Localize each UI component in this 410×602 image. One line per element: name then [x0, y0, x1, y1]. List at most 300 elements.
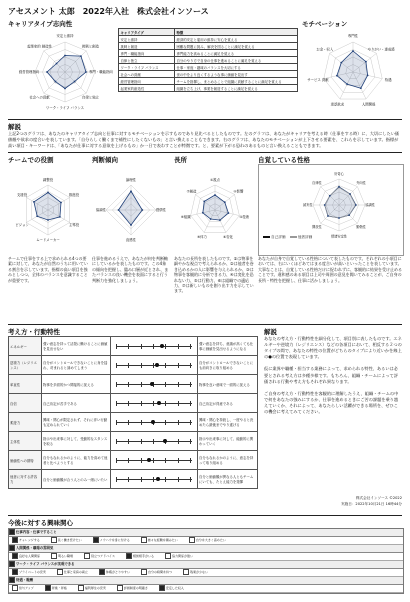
scale-tick: [153, 458, 154, 463]
radar-label: 協調性: [95, 208, 107, 213]
radar-label: 挑戦と創造: [81, 44, 99, 49]
scale-tick: [190, 458, 191, 463]
future-interest-label: 休暇がとりやすい: [105, 570, 130, 574]
radar-label: ムードメーカー: [36, 238, 60, 243]
thinking-scale: [111, 375, 198, 394]
scale-tick: [141, 382, 142, 387]
judgment-radar: [92, 164, 170, 254]
scale-tick: [128, 344, 129, 349]
radar-point: [336, 75, 338, 77]
thinking-left-desc: 興味・関心が限定されず、それに伴い行動も定められていく: [42, 413, 111, 432]
radar-label: 情緒安定性: [331, 234, 347, 239]
thinking-factor-name: エネルギー: [9, 337, 42, 356]
scale-tick: [165, 382, 166, 387]
interest-checkbox[interactable]: [12, 553, 18, 559]
future-interest-label: 役立つアドバイス: [91, 554, 115, 558]
radar-point: [346, 83, 348, 85]
radar-value-polygon: [337, 51, 368, 88]
career-type-table: [118, 28, 298, 92]
self-personality-radar: [259, 165, 403, 255]
future-interest-label: 自分を大きく高めたい: [195, 538, 226, 542]
radar-point: [329, 195, 331, 197]
interest-checkbox[interactable]: [159, 585, 165, 591]
future-interest-label: プライベートの充実: [19, 570, 46, 574]
scale-tick: [190, 382, 191, 387]
self-personality-panel: [258, 164, 404, 256]
scale-tick: [153, 477, 154, 482]
scale-tick: [153, 439, 154, 444]
career-table-row: [119, 85, 298, 92]
radar-point: [338, 186, 340, 188]
thinking-table: [8, 336, 258, 489]
radar-point: [59, 216, 61, 218]
future-interest-label: ノウハウを身に付ける: [99, 538, 130, 542]
future-interest-item[interactable]: [57, 570, 88, 574]
self-legend: [263, 235, 312, 240]
future-interest-item[interactable]: [12, 570, 46, 574]
future-interest-item[interactable]: [45, 586, 67, 590]
career-table-feature: 経済的安定と雇用の維持に安心を覚える: [175, 36, 298, 43]
radar-label: ④変化: [223, 235, 233, 240]
career-table-row: [119, 57, 298, 64]
future-group-header: [9, 561, 403, 569]
career-table-feature: 組織を立ち上げ、事業を創造することに満足を覚える: [175, 85, 298, 92]
radar-point: [338, 217, 340, 219]
radar-label: ⑦創造: [186, 189, 197, 194]
future-interest-label: 相談相手がいる: [132, 554, 154, 558]
radar-point: [85, 71, 87, 73]
strength-caption: あなたの長所を表したものです。①は物事を細やかな視点で考えられるか、②は他者を巻き込めるかの人に影響を与えられるか、③は物事を客観的に分析できる力、④は変化を恐れない力、⑤は行動力、⑥は組織での適応力、⑦は新しいものを創り出す力を示しています。: [174, 256, 254, 294]
scale-tick: [165, 420, 166, 425]
career-table-row: [119, 78, 298, 85]
scale-tick: [190, 477, 191, 482]
radar-point: [47, 192, 49, 194]
thinking-factor-name: 率直性: [9, 375, 42, 394]
radar-point: [219, 219, 221, 221]
scale-tick: [165, 401, 166, 406]
scale-tick: [165, 363, 166, 368]
future-interest-label: 給与アップ: [19, 586, 34, 590]
commentary2-text: あなたの考え方・行動特性を細分化して、項目別に表したものです。エネルギーや逆境力（レジリエンス）などの各項目において、相反する２つのタイプの間で、あなたの特性の位置がどちらのタイプにより近いかを線上の●の位置で表現しています。 仮に業界や職種・担当する業務によって、求められる特性、あるいは必要とされる考え方は多種多様です。もちろん、組織・チームによって評価される行動や考え方もそれぞれ異なります。 ご自身の考え方・行動特性を客観的に理解したうえ、組織・チームの中で何をあなたの強みにするか、仕事を進めるときにご苦の課題を乗り越えていくか、それによって、あなたらしい活躍ができる場所を、ぜひこの機会に考えてみてください。: [264, 336, 402, 415]
interest-checkbox[interactable]: [45, 585, 51, 591]
radar-point: [64, 55, 66, 57]
thinking-position-dot: [155, 363, 159, 367]
group-checkbox[interactable]: [9, 561, 15, 567]
group-checkbox[interactable]: [9, 529, 15, 535]
future-interest-item[interactable]: [159, 586, 184, 590]
scale-tick: [116, 458, 117, 463]
radar-point: [33, 201, 35, 203]
scale-tick: [178, 420, 179, 425]
future-interest-label: 協力関係が強い: [171, 554, 193, 558]
radar-label: 待遇: [384, 78, 392, 83]
radar-point: [367, 74, 369, 76]
radar-point: [340, 62, 342, 64]
radar-label: 論理性: [125, 178, 137, 183]
scale-tick: [128, 420, 129, 425]
thinking-scale: [111, 470, 198, 489]
radar-point: [80, 55, 82, 57]
career-table-type: 専門・職能指向: [119, 50, 175, 57]
interest-checkbox[interactable]: [12, 569, 18, 575]
thinking-row: [9, 432, 258, 451]
thinking-position-dot: [147, 458, 151, 462]
radar-point: [355, 204, 357, 206]
scale-tick: [165, 458, 166, 463]
commentary2-heading: 解説: [264, 328, 277, 336]
interest-checkbox[interactable]: [12, 585, 18, 591]
thinking-left-desc: 自分と価値観が合う人とのみ一緒にいたい: [42, 470, 111, 489]
self-legend-other: 他者評価: [297, 235, 313, 239]
thinking-left-desc: 自分がコントロールできないことに身を揺れ、苛まれると諦めてしまう: [42, 356, 111, 375]
thinking-left-desc: 強い意志を持って活発に働けることに価値を見出せない: [42, 337, 111, 356]
future-interest-item[interactable]: [84, 554, 115, 558]
future-interest-item[interactable]: [12, 586, 34, 590]
judgment-caption: 仕事を進めるうえで、あなたが何を判断軸にしているかを表したものです。この4象の傾向を把握し、臨み口層が近とされ、またバランスの良い機会を表面にすると行う判断力を強化しましょう。: [92, 256, 169, 283]
scale-tick: [116, 477, 117, 482]
radar-point: [348, 214, 350, 216]
radar-label: 推進役: [68, 193, 80, 198]
radar-label: 起業家的 創造性: [27, 44, 52, 49]
self-legend-self: 自己評価: [271, 235, 286, 239]
thinking-scale: [111, 337, 198, 356]
thinking-left-desc: 自分もなれるかのように、能力を高めて他者と比べようとする: [42, 451, 111, 470]
team-role-radar: [8, 164, 88, 254]
team-role-heading: チームでの役割: [8, 156, 54, 164]
judgment-heading: 判断傾向: [92, 156, 118, 164]
radar-point: [327, 215, 329, 217]
future-interest-item[interactable]: [12, 554, 40, 558]
career-table-row: [119, 71, 298, 78]
future-interest-list: [8, 528, 404, 594]
radar-label: ②影響: [233, 189, 244, 194]
radar-label: 専門・職能指向: [89, 70, 113, 75]
thinking-factor-name: 主体性: [9, 432, 42, 451]
radar-point: [118, 209, 120, 211]
future-group-title: ワーク・ライフ バランスが実現できる: [16, 562, 75, 566]
scale-tick: [128, 401, 129, 406]
scale-tick: [128, 439, 129, 444]
future-item-row: [9, 569, 403, 577]
scale-tick: [178, 363, 179, 368]
radar-label: 経営管理指向: [18, 70, 40, 75]
future-interest-label: 自分の時間を持つ: [147, 570, 172, 574]
radar-label: 安定と維持: [56, 34, 74, 39]
radar-label: 調整役: [42, 178, 54, 183]
motivation-heading: モチベーション: [302, 20, 348, 28]
scale-tick: [178, 439, 179, 444]
future-interest-label: 仕事と家庭の両立: [63, 570, 88, 574]
interest-checkbox[interactable]: [165, 553, 171, 559]
scale-tick: [190, 344, 191, 349]
scale-tick: [128, 382, 129, 387]
future-group-header: [9, 529, 403, 537]
future-interest-item[interactable]: [141, 570, 172, 574]
scale-tick: [153, 344, 154, 349]
future-interest-item[interactable]: [51, 538, 82, 542]
radar-value-polygon: [47, 56, 86, 89]
scale-tick: [116, 401, 117, 406]
scale-tick: [178, 477, 179, 482]
thinking-row: [9, 394, 258, 413]
radar-label: 承認欲求: [330, 102, 345, 107]
career-table-type: 起業家的創造性: [119, 85, 175, 92]
scale-tick: [165, 477, 166, 482]
radar-label: 主導役: [68, 223, 80, 228]
self-personality-heading: 自覚している性格: [258, 156, 310, 164]
thinking-scale: [111, 451, 198, 470]
radar-point: [55, 81, 57, 83]
thinking-factor-name: 価値性への期待: [9, 451, 42, 470]
scale-tick: [178, 401, 179, 406]
scale-tick: [178, 458, 179, 463]
career-table-feature: 仕事・家庭・趣味のバランスを大切にする: [175, 64, 298, 71]
thinking-right-desc: 強い意志を持ち、意識が高くても仕事に価値を見出せるようになる: [198, 337, 258, 356]
career-type-radar: [14, 26, 116, 116]
career-table-feature: 専門能力を高めることに満足を覚える: [175, 50, 298, 57]
radar-label: 自律と独立: [81, 95, 99, 100]
scale-tick: [141, 477, 142, 482]
future-heading: 今後に対する興味関心: [8, 519, 73, 527]
footer-date: 実施日：2022年10月21日 16時44分: [341, 502, 402, 506]
radar-label: 支援役: [16, 193, 28, 198]
thinking-right-desc: 興味・関心を持続し、一度やると決めたら最後までやり遂げる: [198, 413, 258, 432]
strength-radar: [174, 164, 256, 254]
thinking-right-desc: 自分もなれるかのように、意志を持って取り組める: [198, 451, 258, 470]
motivation-radar: [302, 26, 404, 116]
interest-checkbox[interactable]: [51, 537, 57, 543]
radar-label: 誠実性: [303, 203, 313, 208]
interest-checkbox[interactable]: [141, 537, 147, 543]
future-interest-label: 様々な経験を積みたい: [147, 538, 178, 542]
career-table-row: [119, 64, 298, 71]
career-table-header-feature: 特徴: [175, 29, 298, 36]
career-table-feature: 世の中をより良くするような事に価値を見出す: [175, 71, 298, 78]
scale-tick: [141, 401, 142, 406]
interest-checkbox[interactable]: [117, 585, 123, 591]
radar-label: 好奇心: [334, 171, 344, 176]
radar-label: 勤勉性: [356, 225, 366, 230]
radar-label: ビジョン: [15, 223, 29, 228]
radar-label: サービス 貢献: [307, 78, 329, 83]
future-interest-item[interactable]: [78, 586, 106, 590]
future-group-header: [9, 545, 403, 553]
radar-point: [130, 190, 132, 192]
interest-checkbox[interactable]: [126, 553, 132, 559]
future-interest-item[interactable]: [93, 538, 130, 542]
interest-checkbox[interactable]: [141, 569, 147, 575]
scale-tick: [153, 363, 154, 368]
radar-point: [202, 212, 204, 214]
interest-checkbox[interactable]: [51, 553, 57, 559]
interest-checkbox[interactable]: [93, 537, 99, 543]
thinking-scale: [111, 356, 198, 375]
career-table-type: 経営管理指向: [119, 78, 175, 85]
radar-label: やりがい・達成感: [367, 47, 395, 52]
future-group-header: [9, 577, 403, 585]
commentary-text: 上記2つのグラフは、あなたのキャリアタイプ志向と仕事に対するモチベーションを示すものであり見比べるとしたものです。左のグラフは、あなたがキャリアを考える時（仕事をする時）に、大切にしたい価値観や欲求の度合いを表しています。「自分らしく働くまで補性にしたくないもの」と言い換えることもできます。右のグラフは、あなたのモチベーションが上下させる要素を、これらを示しています。指標が高い項目・キーワードは、「あなたが仕事に対する意欲を上げるもの」か一日で表わすことが特徴です。と、要素が下がる恐れのあるものと言い換えることもできます。: [8, 131, 400, 149]
interest-checkbox[interactable]: [189, 537, 195, 543]
future-interest-label: チャレンジする: [19, 538, 40, 542]
radar-label: 外向性: [356, 181, 366, 186]
radar-point: [46, 71, 48, 73]
radar-label: ⑥組織: [180, 214, 191, 219]
scale-tick: [165, 344, 166, 349]
scale-tick: [128, 477, 129, 482]
career-table-type: 安定と維持: [119, 36, 175, 43]
scale-tick: [116, 420, 117, 425]
radar-point: [214, 194, 216, 196]
thinking-position-dot: [150, 382, 154, 386]
group-checkbox[interactable]: [9, 577, 15, 583]
radar-point: [60, 202, 62, 204]
radar-label: 自律性: [312, 181, 322, 186]
future-interest-item[interactable]: [12, 538, 40, 542]
future-interest-label: 評価制度の明確さ: [123, 586, 148, 590]
thinking-position-dot: [151, 420, 155, 424]
career-table-feature: 困難な問題に挑み、解決を図ることに満足を覚える: [175, 43, 298, 50]
scale-tick: [178, 344, 179, 349]
future-item-row: [9, 585, 403, 593]
thinking-position-dot: [157, 401, 161, 405]
thinking-position-dot: [163, 439, 167, 443]
thinking-position-dot: [156, 477, 160, 481]
future-interest-item[interactable]: [183, 570, 208, 574]
radar-point: [64, 88, 66, 90]
scale-tick: [141, 439, 142, 444]
thinking-factor-name: 柔遊力: [9, 413, 42, 432]
future-interest-item[interactable]: [141, 538, 178, 542]
thinking-left-desc: 自己肯定が苦手である: [42, 394, 111, 413]
thinking-factor-name: 逆境力（レジリエンス）: [9, 356, 42, 375]
future-interest-item[interactable]: [126, 554, 154, 558]
thinking-scale: [111, 394, 198, 413]
scale-tick: [141, 344, 142, 349]
radar-point: [74, 81, 76, 83]
career-table-row: [119, 36, 298, 43]
interest-checkbox[interactable]: [84, 553, 90, 559]
thinking-factor-name: 自信: [9, 394, 42, 413]
scale-tick: [141, 458, 142, 463]
scale-tick: [190, 363, 191, 368]
thinking-right-desc: 物事を良い意味で一面的に捉える: [198, 375, 258, 394]
career-table-feature: 自分のやり方で自身の仕事を進めることに満足を覚える: [175, 57, 298, 64]
thinking-heading: 考え方・行動特性: [8, 328, 60, 336]
radar-point: [141, 209, 143, 211]
future-interest-label: 昇進・昇格: [51, 586, 67, 590]
career-table-header-type: キャリアタイプ: [119, 29, 175, 36]
interest-checkbox[interactable]: [12, 537, 18, 543]
scale-tick: [190, 401, 191, 406]
footer-company: 株式会社インソース ©2022: [355, 496, 402, 500]
future-group-title: 仕事内容・仕事ですること: [16, 530, 57, 534]
scale-tick: [141, 363, 142, 368]
scale-tick: [153, 401, 154, 406]
future-interest-item[interactable]: [189, 538, 226, 542]
strength-heading: 長所: [174, 156, 187, 164]
future-interest-label: 長く働き続けたい: [57, 538, 82, 542]
radar-point: [349, 193, 351, 195]
scale-tick: [190, 420, 191, 425]
future-interest-label: 福利厚生の充実: [84, 586, 106, 590]
thinking-scale: [111, 432, 198, 451]
thinking-right-desc: 指示や出来事に対して、能動的に関わっていく: [198, 432, 258, 451]
thinking-left-desc: 物事を多面的かつ間接的に捉える: [42, 375, 111, 394]
radar-point: [36, 215, 38, 217]
thinking-factor-name: 他者に対する許容力: [9, 470, 42, 489]
radar-value-polygon: [203, 195, 229, 220]
future-item-row: [9, 537, 403, 545]
radar-point: [360, 87, 362, 89]
thinking-row: [9, 375, 258, 394]
future-interest-item[interactable]: [117, 586, 148, 590]
future-interest-item[interactable]: [165, 554, 193, 558]
career-table-row: [119, 43, 298, 50]
future-interest-label: 残業が少ない: [189, 570, 208, 574]
radar-point: [210, 218, 212, 220]
radar-label: ワーク・ライフ バランス: [45, 106, 85, 111]
radar-label: ⑤体力: [197, 235, 207, 240]
career-table-feature: チームを指揮し、まとめることで組織に貢献することに満足を覚える: [175, 78, 298, 85]
radar-point: [228, 212, 230, 214]
commentary-heading: 解説: [8, 123, 21, 131]
thinking-right-desc: 自己肯定が得意である: [198, 394, 258, 413]
team-role-caption: チームで仕事をする上で求められる4つの要素に対して、あなたが自然のうちに用いている割合を示しています。指標の高い項目を強みとしつつ、全体のバランスを意識することが重要です。: [8, 256, 88, 283]
radar-label: 開放性: [312, 225, 322, 230]
interest-checkbox[interactable]: [78, 585, 84, 591]
career-table-type: ワーク・ライフ バランス: [119, 64, 175, 71]
radar-label: 直感性: [125, 238, 137, 243]
interest-checkbox[interactable]: [183, 569, 189, 575]
scale-tick: [116, 344, 117, 349]
radar-label: 人間関係: [361, 102, 376, 107]
thinking-scale: [111, 413, 198, 432]
future-interest-label: 明るい職場: [58, 554, 74, 558]
career-table-row: [119, 50, 298, 57]
thinking-right-desc: 自分と価値観が異なる人ともチームにいても、たとえ能力を発揮: [198, 470, 258, 489]
radar-label: 協調性: [365, 203, 375, 208]
interest-checkbox[interactable]: [99, 569, 105, 575]
thinking-row: [9, 451, 258, 470]
radar-label: 社会への貢献: [29, 95, 50, 100]
thinking-position-dot: [160, 344, 164, 348]
scale-tick: [190, 439, 191, 444]
radar-value-polygon: [325, 187, 356, 218]
scale-tick: [116, 382, 117, 387]
thinking-row: [9, 356, 258, 375]
interest-checkbox[interactable]: [57, 569, 63, 575]
radar-point: [56, 63, 58, 65]
career-table-type: 社会への貢献: [119, 71, 175, 78]
radar-label: ①視点: [210, 178, 220, 183]
career-type-heading: キャリアタイプ志向性: [8, 20, 73, 28]
page-title: アセスメント 太郎 2022年入社 株式会社インソース: [8, 7, 209, 16]
scale-tick: [116, 439, 117, 444]
future-interest-item[interactable]: [99, 570, 130, 574]
radar-label: お金・収入: [316, 47, 334, 52]
thinking-left-desc: 指示や出来事に対して、受動的なスタンスを取る: [42, 432, 111, 451]
thinking-row: [9, 337, 258, 356]
radar-point: [130, 224, 132, 226]
scale-tick: [178, 382, 179, 387]
group-checkbox[interactable]: [9, 545, 15, 551]
future-interest-item[interactable]: [51, 554, 73, 558]
radar-point: [224, 201, 226, 203]
scale-tick: [128, 363, 129, 368]
radar-point: [365, 61, 367, 63]
self-personality-caption: あなたが自身で自覚している性格について表したものです。それぞれの小項目においては、右にいくほどあてはまる度合いが高いといったことを表しています。大事なことは、自覚している性格だけに捉われずに、客観的に結果を受け止めることです。違和感のある項目は上司や周囲の意見を聞いてみることが、ご自身の長所・特性を把握し、仕事に活かしましょう。: [258, 256, 402, 283]
future-group-title: 人間関係・職場の雰囲気: [16, 546, 54, 550]
